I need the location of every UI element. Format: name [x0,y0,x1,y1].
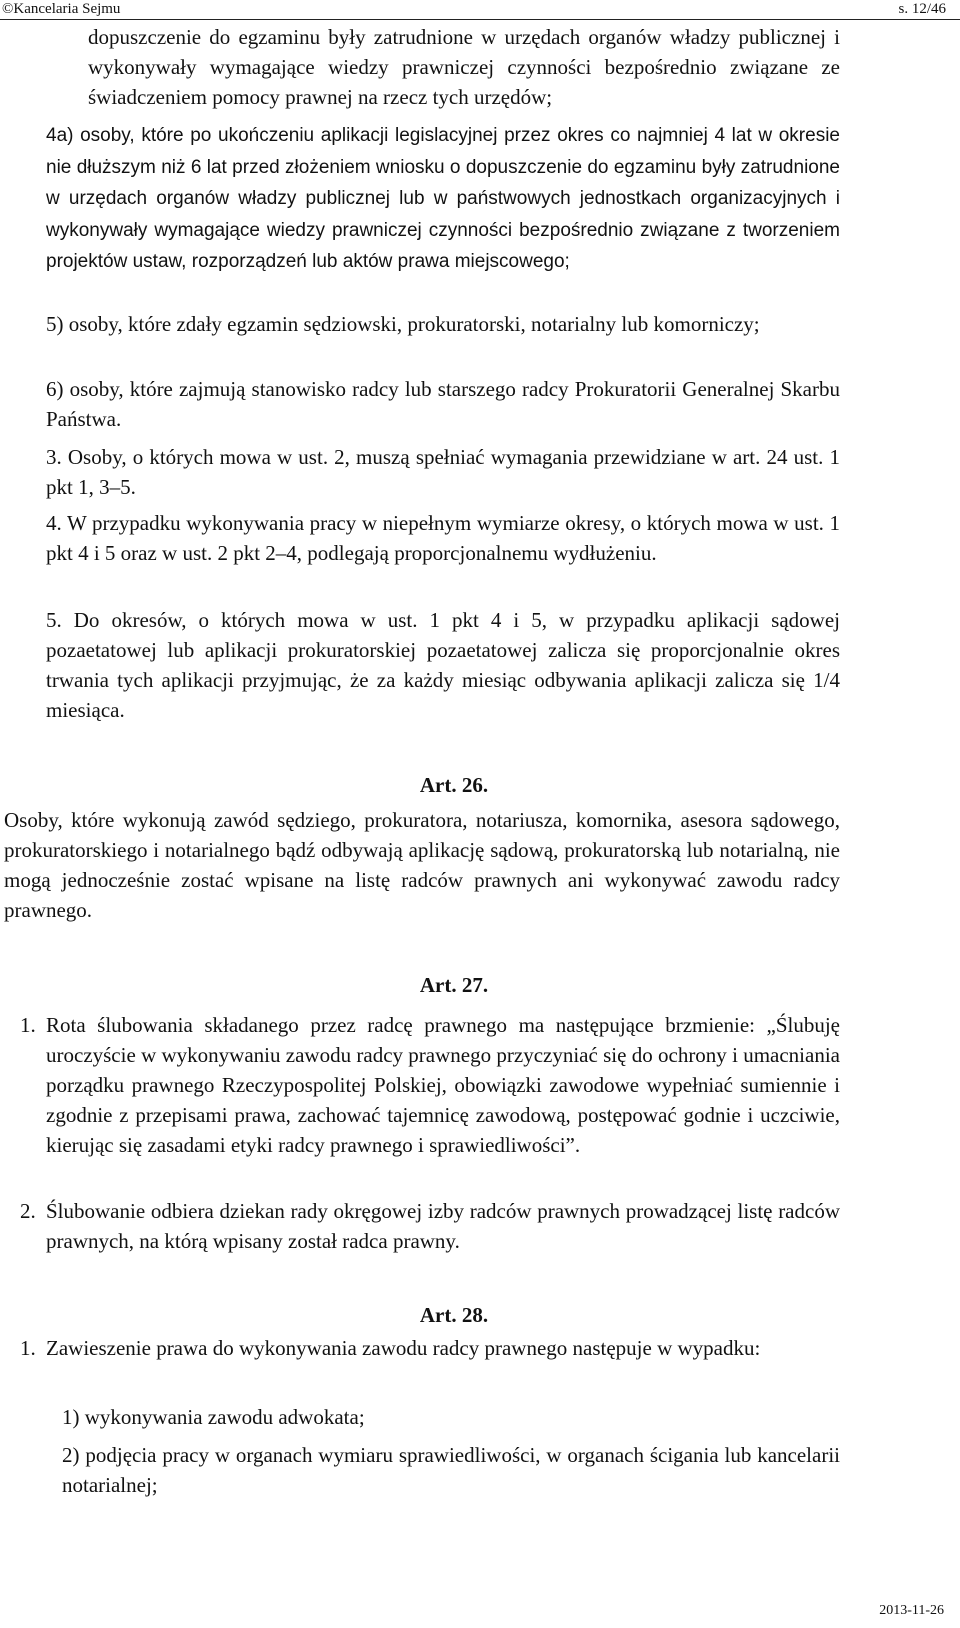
article-27-item-1: Rota ślubowania składanego przez radcę prawnego ma następujące brzmienie: „Ślubuję uroczyście w wykonywaniu zawodu radcy prawnego przyczyniać się do ochrony i umacniania porządku prawnego Rzeczypospolitej Polskiej, obowiązki zawodowe wypełniać sumiennie i zgodnie z przepisami prawa, zachować tajemnicę zawodową, postępować godnie i uczciwie, kierując się zasadami etyki radcy prawnego i sprawiedliwości”. [46,1013,840,1157]
section-3: 3. Osoby, o których mowa w ust. 2, muszą spełniać wymagania przewidziane w art. 24 ust. 1 pkt 1, 3–5. [46,445,840,499]
article-28-point-2: 2) podjęcia pracy w organach wymiaru sprawiedliwości, w organach ścigania lub kancelarii notarialnej; [62,1443,840,1497]
article-27-item-2: Ślubowanie odbiera dziekan rady okręgowej izby radców prawnych prowadzącej listę radców prawnych, na którą wpisany został radca prawny. [46,1199,840,1253]
section-4: 4. W przypadku wykonywania pracy w niepełnym wymiarze okresy, o których mowa w ust. 1 pkt 4 i 5 oraz w ust. 2 pkt 2–4, podlegają proporcjonalnemu wydłużeniu. [46,511,840,565]
article-27-item-1-number: 1. [20,1013,36,1037]
article-26-text: Osoby, które wykonują zawód sędziego, prokuratora, notariusza, komornika, asesora sądowego, prokuratorskiego i notarialnego bądź odbywają aplikację sądową, prokuratorską lub notarialną, nie mogą jednocześnie zostać wpisane na listę radców prawnych ani wykonywać zawodu radcy prawnego. [4,808,840,922]
paragraph-continuation: dopuszczenie do egzaminu były zatrudnione w urzędach organów władzy publicznej i wykonywały wymagające wiedzy prawniczej czynności bezpośrednio związane ze świadczeniem pomocy prawnej na rzecz tych urzędów; [88,25,840,109]
copyright-label: ©Kancelaria Sejmu [2,1,121,17]
article-28-item-1: Zawieszenie prawa do wykonywania zawodu radcy prawnego następuje w wypadku: [46,1336,761,1360]
article-28-point-1: 1) wykonywania zawodu adwokata; [62,1405,365,1429]
article-27-item-2-number: 2. [20,1199,36,1223]
footer-date: 2013-11-26 [879,1603,944,1618]
point-4a: 4a) osoby, które po ukończeniu aplikacji legislacyjnej przez okres co najmniej 4 lat w okresie nie dłuższym niż 6 lat przed złożeniem wniosku o dopuszczenie do egzaminu były zatrudnione w urzędach organów władzy publicznej lub w państwowych jednostkach organizacyjnych i wykonywały wymagające wiedzy prawniczej czynności bezpośrednio związane z tworzeniem projektów ustaw, rozporządzeń lub aktów prawa miejscowego; [46,125,840,272]
section-5: 5. Do okresów, o których mowa w ust. 1 pkt 4 i 5, w przypadku aplikacji sądowej pozaetatowej lub aplikacji prokuratorskiej pozaetatowej zalicza się proporcjonalnie okres trwania tych aplikacji przyjmując, że za każdy miesiąc odbywania aplikacji zalicza się 1/4 miesiąca. [46,608,840,722]
page-number: s. 12/46 [898,1,946,17]
point-5-text: 5) osoby, które zdały egzamin sędziowski, prokuratorski, notarialny lub komorniczy; [46,312,760,336]
point-5 [46,309,840,339]
point-6 [46,374,840,434]
article-27-title: Art. 27. [419,973,489,997]
header-divider [0,19,960,20]
article-26-title: Art. 26. [419,773,489,797]
point-6-text: 6) osoby, które zajmują stanowisko radcy lub starszego radcy Prokuratorii Generalnej Skarbu Państwa. [46,377,840,431]
article-28-title: Art. 28. [419,1303,489,1327]
article-28-item-1-number: 1. [20,1336,36,1360]
